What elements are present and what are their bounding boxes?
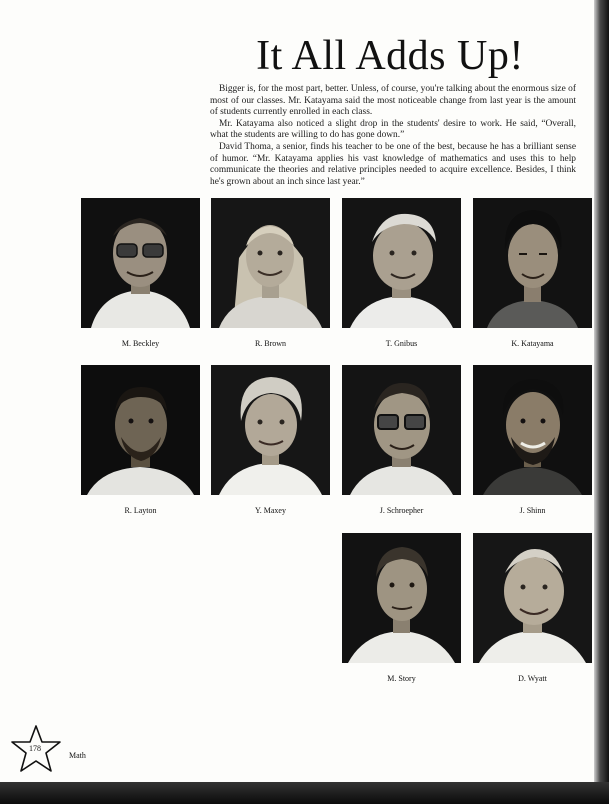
portrait-photo xyxy=(211,365,330,495)
portrait-name: M. Story xyxy=(387,674,416,683)
article-paragraph: Mr. Katayama also noticed a slight drop in the students' desire to work. He said, “Overall, what the students are willing to do has gone down.” xyxy=(210,118,576,141)
portrait-photo xyxy=(211,198,330,328)
portrait-name: J. Shinn xyxy=(519,506,546,515)
portrait-name: J. Schroepher xyxy=(379,506,424,515)
portrait-photo xyxy=(473,533,592,663)
article-paragraph: David Thoma, a senior, finds his teacher to be one of the best, because he has a brilliant sense of humor. “Mr. Katayama applies his vast knowledge of mathematics and uses this to help communicate the theories and relative principles needed to acquire excellence. Besides, I think he's grown about an inch since last year.” xyxy=(210,141,576,187)
section-label: Math xyxy=(69,751,86,760)
portrait-photo xyxy=(473,365,592,495)
portrait-name: K. Katayama xyxy=(511,339,554,348)
portrait-photo xyxy=(473,198,592,328)
article-body xyxy=(210,84,576,188)
portrait-name: D. Wyatt xyxy=(518,674,547,683)
page-number: 178 xyxy=(29,744,41,753)
portrait-name: R. Brown xyxy=(254,339,287,348)
page-edge-shadow xyxy=(594,0,609,804)
portrait-photo xyxy=(81,198,200,328)
page-bottom-shadow xyxy=(0,782,609,804)
portrait-photo xyxy=(342,198,461,328)
portrait-name: R. Layton xyxy=(124,506,157,515)
portrait-photo xyxy=(342,533,461,663)
portrait-photo xyxy=(81,365,200,495)
portrait-photo xyxy=(342,365,461,495)
page-title: It All Adds Up! xyxy=(256,33,524,79)
portrait-name: Y. Maxey xyxy=(255,506,286,515)
article-paragraph: Bigger is, for the most part, better. Unless, of course, you're talking about the enormous size of most of our classes. Mr. Katayama said the most noticeable change from last year is the amount of students currently enrolled in each class. xyxy=(210,84,576,118)
portrait-name: M. Beckley xyxy=(121,339,160,348)
portrait-name: T. Gnibus xyxy=(385,339,418,348)
